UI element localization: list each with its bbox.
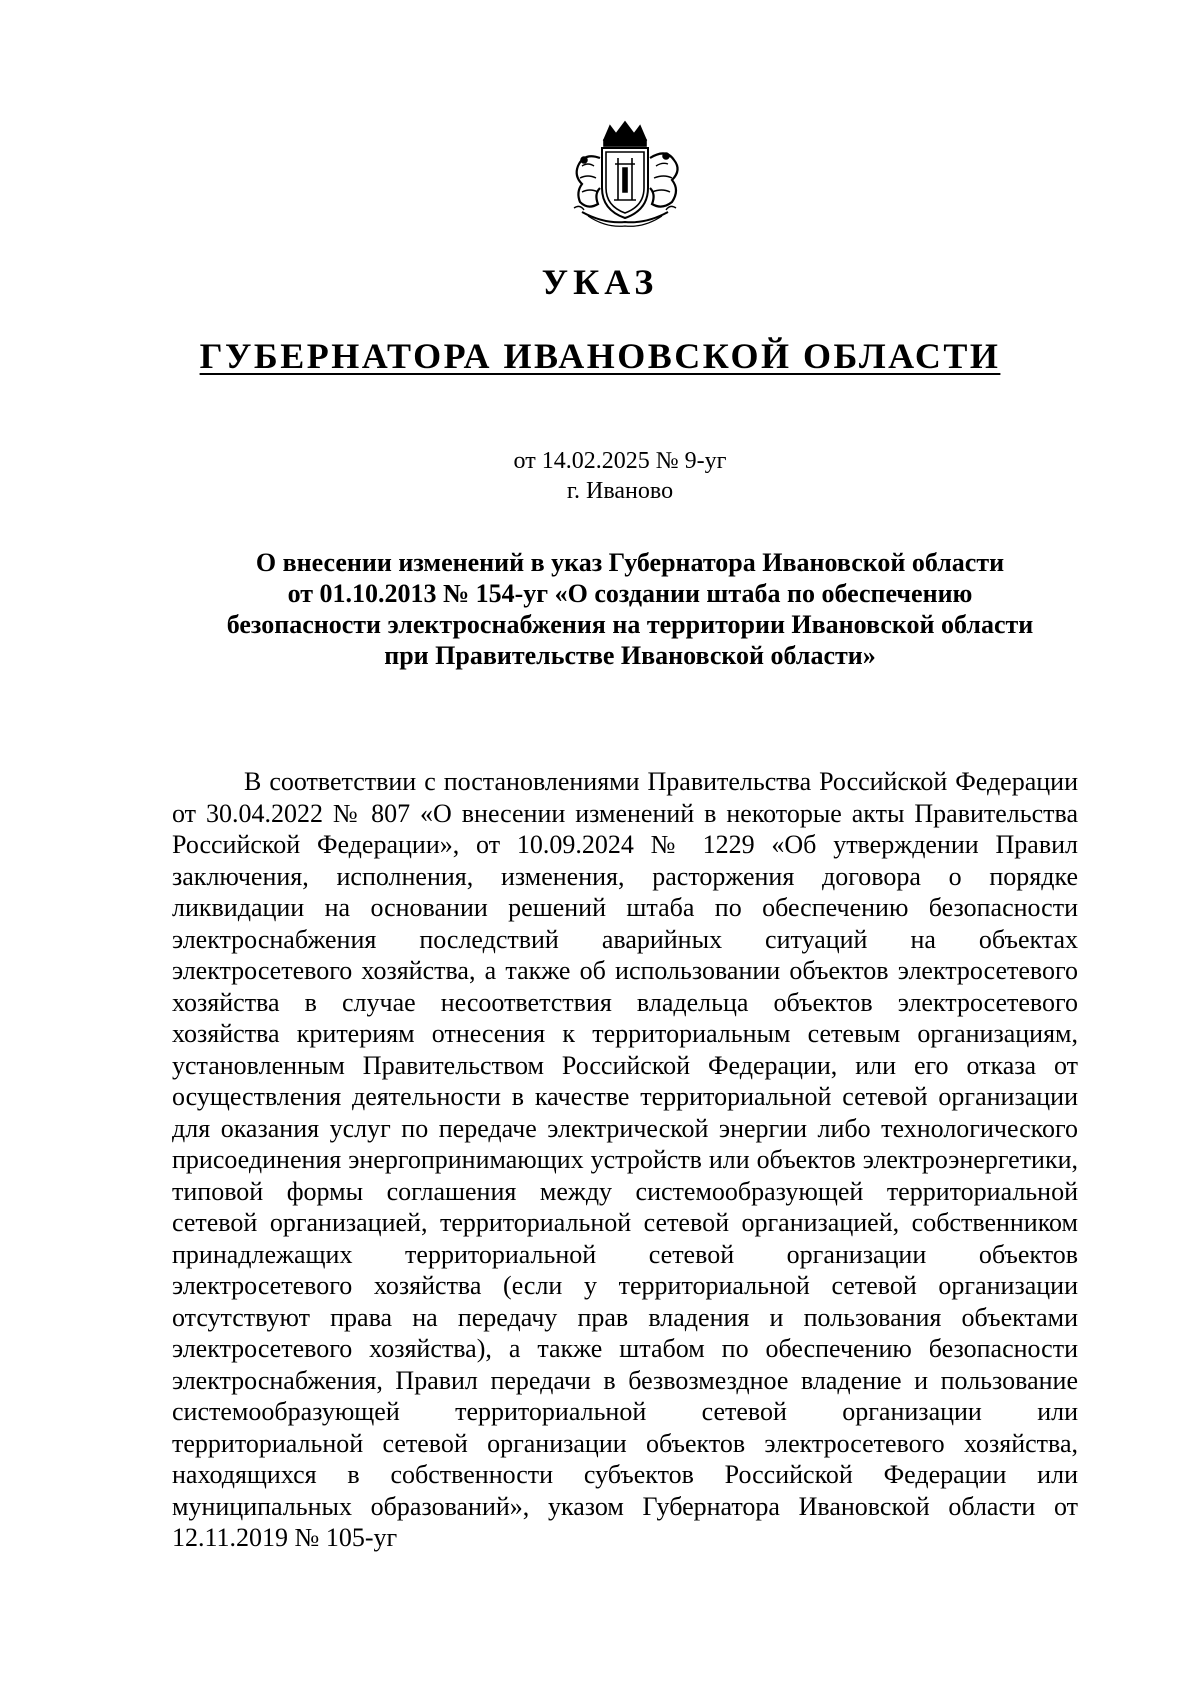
subject-line: от 01.10.2013 № 154-уг «О создании штаба по обеспечению	[287, 579, 973, 608]
subject-line: при Правительстве Ивановской области»	[384, 641, 876, 670]
subject-line: безопасности электроснабжения на территории Ивановской области	[226, 610, 1034, 639]
city: г. Иваново	[566, 478, 674, 504]
decree-title: УКАЗ	[541, 262, 659, 302]
issuer-heading-text: ГУБЕРНАТОРА ИВАНОВСКОЙ ОБЛАСТИ	[199, 336, 1001, 376]
issuer-heading	[0, 334, 1200, 378]
date-number: от 14.02.2025 № 9-уг	[513, 448, 727, 474]
body-paragraph: В соответствии с постановлениями Правительства Российской Федерации от 30.04.2022 № 807 «О внесении изменений в некоторые акты Правительства Российской Федерации», от 10.09.2024 № 1229 «Об утверждении Правил заключения, исполнения, изменения, расторжения договора о порядке ликвидации на основании решений штаба по обеспечению безопасности электроснабжения последствий аварийных ситуаций на объектах электросетевого хозяйства, а также об использовании объектов электросетевого хозяйства в случае несоответствия владельца объектов электросетевого хозяйства критериям отнесения к территориальным сетевым организациям, установленным Правительством Российской Федерации, или его отказа от осуществления деятельности в качестве территориальной сетевой организации для оказания услуг по передаче электрической энергии либо технологического присоединения энергопринимающих устройств или объектов электроэнергетики, типовой формы соглашения между системообразующей территориальной сетевой организацией, территориальной сетевой организацией, собственником принадлежащих территориальной сетевой организации объектов электросетевого хозяйства (если у территориальной сетевой организации отсутствуют права на передачу прав владения и пользования объектами электросетевого хозяйства), а также штабом по обеспечению безопасности электроснабжения, Правил передачи в безвозмездное владение и пользование системообразующей территориальной сетевой организации или территориальной сетевой организации объектов электросетевого хозяйства, находящихся в собственности субъектов Российской Федерации или муниципальных образований», указом Губернатора Ивановской области от 12.11.2019 № 105-уг	[172, 767, 1078, 1552]
subject-line: О внесении изменений в указ Губернатора Ивановской области	[255, 548, 1005, 577]
subject-heading	[170, 547, 1090, 671]
date-block	[0, 446, 1200, 506]
coat-of-arms-icon	[560, 118, 690, 230]
